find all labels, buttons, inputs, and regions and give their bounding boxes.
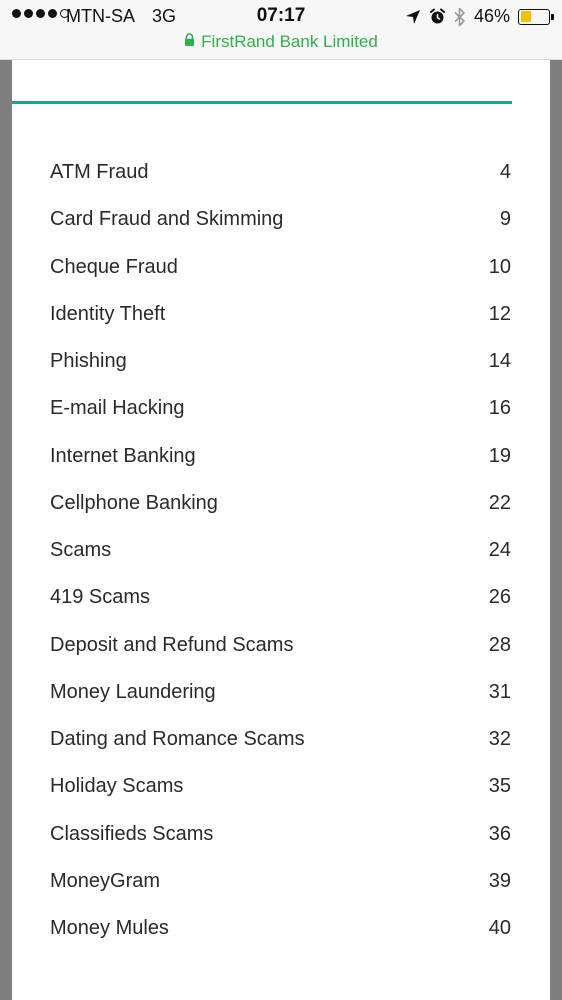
toc-entry-page-number: 24 [488, 539, 511, 562]
toc-entry[interactable] [50, 338, 511, 385]
status-row [0, 4, 562, 28]
toc-entry-title: Internet Banking [50, 444, 196, 467]
toc-entry-page-number: 4 [499, 161, 511, 184]
toc-entry-title: Phishing [50, 350, 127, 373]
site-name: FirstRand Bank Limited [201, 32, 378, 51]
location-arrow-icon [405, 9, 421, 25]
toc-entry-page-number: 22 [488, 491, 511, 514]
toc-entry[interactable] [50, 291, 511, 338]
toc-entry-title: Classifieds Scams [50, 822, 214, 845]
toc-entry-page-number: 10 [488, 255, 511, 278]
toc-entry-title: Money Laundering [50, 680, 216, 703]
toc-entry[interactable] [50, 716, 511, 763]
toc-entry[interactable] [50, 574, 511, 621]
bluetooth-icon [454, 7, 466, 27]
network-type: 3G [152, 6, 177, 26]
toc-entry-title: Deposit and Refund Scams [50, 633, 294, 656]
toc-entry-title: Dating and Romance Scams [50, 728, 305, 751]
toc-entry-page-number: 31 [488, 680, 511, 703]
carrier-name: MTN-SA [66, 6, 135, 26]
toc-entry-page-number: 36 [488, 822, 511, 845]
toc-entry-title: 419 Scams [50, 586, 151, 609]
toc-entry[interactable] [50, 858, 511, 905]
toc-entry-page-number: 12 [488, 302, 511, 325]
toc-entry-page-number: 19 [488, 444, 511, 467]
toc-entry-page-number: 40 [488, 917, 511, 940]
toc-entry[interactable] [50, 433, 511, 480]
toc-entry[interactable] [50, 480, 511, 527]
toc-entry[interactable] [50, 244, 511, 291]
toc-entry[interactable] [50, 905, 511, 952]
toc-entry[interactable] [50, 149, 511, 196]
toc-entry-page-number: 16 [488, 397, 511, 420]
status-icons [405, 6, 550, 27]
toc-entry-title: MoneyGram [50, 869, 161, 892]
toc-entry[interactable] [50, 385, 511, 432]
battery-icon [518, 9, 550, 25]
address-bar[interactable] [0, 31, 562, 53]
toc-entry-title: ATM Fraud [50, 161, 149, 184]
clock-time: 07:17 [256, 5, 306, 26]
status-bar [0, 0, 562, 60]
toc-entry[interactable] [50, 622, 511, 669]
toc-entry-title: E-mail Hacking [50, 397, 185, 420]
toc-entry[interactable] [50, 527, 511, 574]
document-page [12, 60, 550, 1000]
alarm-icon [429, 8, 446, 25]
toc-entry[interactable] [50, 811, 511, 858]
toc-entry-title: Scams [50, 539, 112, 562]
toc-entry-page-number: 39 [488, 869, 511, 892]
battery-tip [551, 14, 554, 20]
battery-percent: 46% [473, 6, 510, 26]
toc-entry-title: Cellphone Banking [50, 491, 218, 514]
toc-entry-page-number: 26 [488, 586, 511, 609]
lock-icon [184, 33, 195, 51]
toc-entry-title: Holiday Scams [50, 775, 184, 798]
toc-entry-title: Card Fraud and Skimming [50, 208, 284, 231]
battery-fill [521, 11, 532, 22]
section-rule [12, 101, 512, 104]
toc-entry-title: Identity Theft [50, 302, 166, 325]
toc-entry-page-number: 14 [488, 350, 511, 373]
table-of-contents [50, 149, 511, 952]
toc-entry[interactable] [50, 763, 511, 810]
toc-entry[interactable] [50, 669, 511, 716]
toc-entry-page-number: 35 [488, 775, 511, 798]
toc-entry-title: Money Mules [50, 917, 169, 940]
toc-entry-page-number: 28 [488, 633, 511, 656]
toc-entry-page-number: 9 [499, 208, 511, 231]
toc-entry[interactable] [50, 196, 511, 243]
toc-entry-title: Cheque Fraud [50, 255, 178, 278]
toc-entry-page-number: 32 [488, 728, 511, 751]
